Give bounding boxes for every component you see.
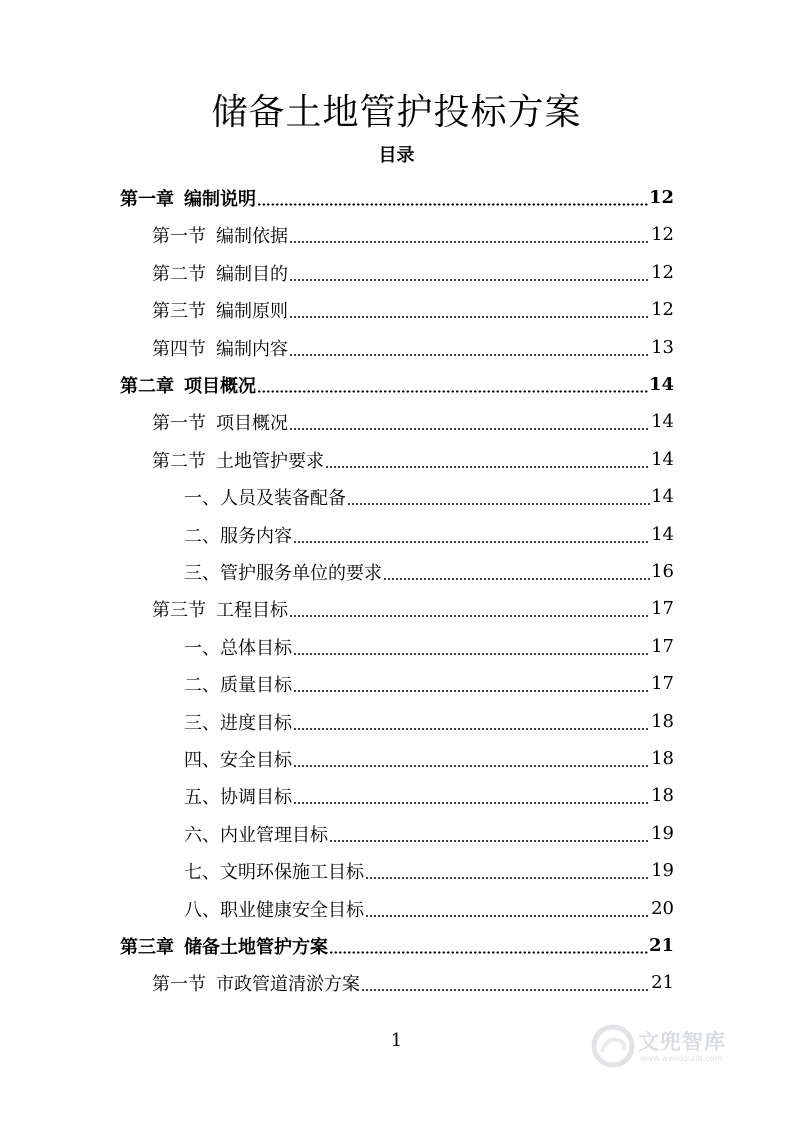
toc-entry-page: 19: [651, 823, 674, 844]
toc-entry-number: 三、: [184, 712, 220, 734]
toc-entry-level-1[interactable]: [120, 927, 674, 964]
toc-entry-number: 六、: [184, 824, 220, 846]
toc-entry-page: 17: [651, 636, 674, 657]
toc-entry-number: 第一节: [152, 973, 206, 995]
toc-entry-text: 文明环保施工目标: [220, 861, 364, 883]
toc-dot-leader: [365, 915, 650, 917]
toc-entry-level-2[interactable]: [152, 291, 674, 328]
page-number: 1: [390, 1030, 403, 1051]
toc-entry-number: 一、: [184, 637, 220, 659]
toc-entry-level-3[interactable]: [184, 852, 674, 889]
toc-entry-page: 12: [651, 262, 674, 283]
toc-entry-text: 人员及装备配备: [220, 487, 346, 509]
toc-entry-label: [120, 372, 256, 398]
toc-entry-label: [184, 522, 292, 548]
toc-entry-text: 编制内容: [216, 338, 288, 360]
toc-dot-leader: [289, 241, 650, 243]
toc-dot-leader: [289, 615, 650, 617]
toc-entry-label: [152, 970, 360, 996]
toc-entry-number: 第三节: [152, 599, 206, 621]
toc-entry-page: 21: [648, 935, 674, 956]
toc-entry-text: 项目概况: [184, 375, 256, 397]
toc-entry-text: 编制目的: [216, 263, 288, 285]
toc-entry-number: 第一节: [152, 412, 206, 434]
toc-entry-level-3[interactable]: [184, 890, 674, 927]
toc-entry-level-3[interactable]: [184, 516, 674, 553]
toc-dot-leader: [289, 279, 650, 281]
toc-heading: 目录: [378, 145, 415, 166]
watermark: [590, 1022, 760, 1070]
toc-entry-text: 编制原则: [216, 300, 288, 322]
toc-entry-label: [184, 858, 364, 884]
toc-entry-page: 19: [651, 860, 674, 881]
toc-dot-leader: [257, 203, 648, 206]
toc-entry-level-3[interactable]: [184, 628, 674, 665]
toc-entry-text: 质量目标: [220, 674, 292, 696]
toc-entry-text: 内业管理目标: [220, 824, 328, 846]
toc-entry-number: 第二章: [120, 375, 174, 397]
toc-dot-leader: [365, 877, 650, 879]
toc-entry-level-3[interactable]: [184, 777, 674, 814]
toc-entry-level-3[interactable]: [184, 478, 674, 515]
toc-entry-level-2[interactable]: [152, 403, 674, 440]
toc-entry-label: [152, 447, 324, 473]
toc-entry-page: 21: [651, 972, 674, 993]
toc-entry-label: [120, 933, 328, 959]
toc-entry-text: 进度目标: [220, 712, 292, 734]
toc-entry-level-3[interactable]: [184, 815, 674, 852]
toc-dot-leader: [325, 466, 650, 468]
toc-dot-leader: [289, 316, 650, 318]
toc-dot-leader: [289, 354, 650, 356]
toc-entry-page: 18: [651, 748, 674, 769]
toc-entry-page: 14: [648, 374, 674, 395]
document-title: 储备土地管护投标方案: [211, 92, 582, 133]
toc-entry-number: 第三节: [152, 300, 206, 322]
toc-entry-number: 第四节: [152, 338, 206, 360]
toc-entry-number: 第二节: [152, 263, 206, 285]
toc-entry-number: 二、: [184, 525, 220, 547]
toc-entry-page: 14: [651, 486, 674, 507]
toc-entry-page: 12: [648, 187, 674, 208]
toc-entry-text: 服务内容: [220, 525, 292, 547]
toc-dot-leader: [257, 390, 648, 393]
toc-entry-level-2[interactable]: [152, 329, 674, 366]
toc-entry-label: [184, 821, 328, 847]
toc-entry-text: 管护服务单位的要求: [220, 562, 382, 584]
toc-entry-number: 五、: [184, 786, 220, 808]
toc-entry-page: 14: [651, 524, 674, 545]
toc-entry-label: [184, 783, 292, 809]
toc-entry-number: 第一节: [152, 225, 206, 247]
toc-dot-leader: [329, 951, 648, 954]
toc-entry-text: 工程目标: [216, 599, 288, 621]
toc-dot-leader: [293, 653, 650, 655]
toc-entry-label: [184, 484, 346, 510]
toc-entry-label: [152, 596, 288, 622]
toc-dot-leader: [293, 728, 650, 730]
toc-entry-level-1[interactable]: [120, 366, 674, 403]
toc-entry-level-3[interactable]: [184, 703, 674, 740]
toc-entry-page: 13: [651, 337, 674, 358]
toc-entry-text: 储备土地管护方案: [184, 936, 328, 958]
toc-entry-label: [152, 260, 288, 286]
toc-entry-text: 总体目标: [220, 637, 292, 659]
toc-entry-level-1[interactable]: [120, 179, 674, 216]
toc-entry-number: 七、: [184, 861, 220, 883]
toc-entry-level-3[interactable]: [184, 740, 674, 777]
toc-entry-level-2[interactable]: [152, 254, 674, 291]
toc-entry-label: [184, 634, 292, 660]
toc-entry-number: 一、: [184, 487, 220, 509]
toc-entry-level-2[interactable]: [152, 441, 674, 478]
toc-entry-label: [184, 896, 364, 922]
toc-entry-page: 20: [651, 898, 674, 919]
toc-entry-page: 16: [651, 561, 674, 582]
toc-entry-number: 三、: [184, 562, 220, 584]
toc-entry-level-3[interactable]: [184, 553, 674, 590]
toc-entry-text: 市政管道清淤方案: [216, 973, 360, 995]
toc-entry-text: 土地管护要求: [216, 450, 324, 472]
toc-entry-level-2[interactable]: [152, 216, 674, 253]
toc-entry-page: 14: [651, 411, 674, 432]
toc-dot-leader: [293, 765, 650, 767]
toc-entry-page: 17: [651, 673, 674, 694]
toc-entry-page: 12: [651, 299, 674, 320]
toc-dot-leader: [293, 541, 650, 543]
toc-entry-text: 项目概况: [216, 412, 288, 434]
cloud-logo-icon: [590, 1024, 636, 1068]
toc-entry-label: [152, 297, 288, 323]
toc-entry-level-2[interactable]: [152, 964, 674, 1001]
toc-entry-text: 协调目标: [220, 786, 292, 808]
toc-entry-label: [152, 222, 288, 248]
toc-entry-label: [152, 335, 288, 361]
toc-dot-leader: [383, 578, 650, 580]
toc-entry-label: [184, 709, 292, 735]
toc-entry-text: 编制说明: [184, 188, 256, 210]
toc-dot-leader: [361, 989, 650, 991]
toc-entry-page: 12: [651, 224, 674, 245]
watermark-text: 文兜智库: [638, 1030, 726, 1054]
toc-entry-label: [184, 671, 292, 697]
toc-dot-leader: [293, 690, 650, 692]
toc-entry-level-2[interactable]: [152, 590, 674, 627]
toc-entry-number: 第二节: [152, 450, 206, 472]
toc-entry-label: [152, 409, 288, 435]
toc-entry-number: 四、: [184, 749, 220, 771]
toc-dot-leader: [329, 840, 650, 842]
watermark-subtext: www.wendoulib.com: [640, 1054, 723, 1063]
toc-entry-text: 职业健康安全目标: [220, 899, 364, 921]
toc-entry-label: [184, 559, 382, 585]
toc-entry-number: 二、: [184, 674, 220, 696]
toc-dot-leader: [293, 802, 650, 804]
toc-entry-page: 18: [651, 785, 674, 806]
toc-entry-page: 14: [651, 449, 674, 470]
toc-entry-number: 第三章: [120, 936, 174, 958]
toc-dot-leader: [289, 428, 650, 430]
toc-entry-text: 安全目标: [220, 749, 292, 771]
toc-entry-label: [120, 185, 256, 211]
toc-entry-label: [184, 746, 292, 772]
toc-entry-number: 八、: [184, 899, 220, 921]
toc-entry-number: 第一章: [120, 188, 174, 210]
toc-entry-page: 17: [651, 598, 674, 619]
toc-entry-text: 编制依据: [216, 225, 288, 247]
toc-entry-page: 18: [651, 711, 674, 732]
toc-entry-level-3[interactable]: [184, 665, 674, 702]
toc-dot-leader: [347, 503, 650, 505]
